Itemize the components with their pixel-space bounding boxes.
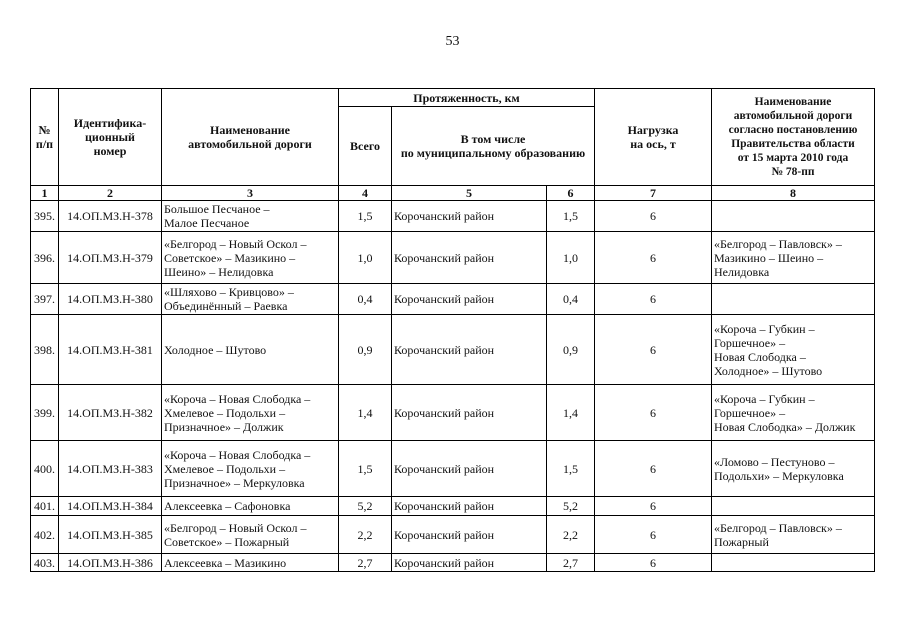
decree-name	[712, 284, 875, 315]
district-length: 0,9	[547, 315, 595, 385]
table-row	[31, 315, 875, 385]
row-number: 395.	[31, 201, 59, 232]
roads-table	[30, 88, 875, 572]
axle-load: 6	[595, 516, 712, 554]
road-name	[162, 441, 339, 497]
table-row	[31, 201, 875, 232]
district-name: Корочанский район	[392, 284, 547, 315]
road-name-line: Призначное» – Меркуловка	[164, 475, 305, 490]
road-name-line: Большое Песчаное –	[164, 202, 270, 216]
decree-name-line: «Белгород – Павловск» –	[714, 520, 842, 535]
road-name-line: Холодное – Шутово	[164, 342, 267, 357]
road-name	[162, 385, 339, 441]
column-number: 2	[59, 186, 162, 201]
axle-load: 6	[595, 284, 712, 315]
row-number: 403.	[31, 554, 59, 572]
row-number: 400.	[31, 441, 59, 497]
column-number: 5	[392, 186, 547, 201]
decree-name-line: «Белгород – Павловск» –	[714, 236, 842, 251]
decree-name	[712, 497, 875, 516]
length-total: 2,7	[339, 554, 392, 572]
decree-name-line: Горшечное» –	[714, 335, 786, 350]
row-number: 396.	[31, 232, 59, 284]
table-row	[31, 497, 875, 516]
decree-name	[712, 441, 875, 497]
road-name	[162, 554, 339, 572]
decree-name-line: Новая Слободка –	[714, 349, 806, 364]
road-name	[162, 516, 339, 554]
road-name-line: Призначное» – Должик	[164, 419, 284, 434]
road-id: 14.ОП.МЗ.Н-385	[59, 516, 162, 554]
decree-name-line: «Ломово – Пестуново –	[714, 454, 835, 469]
district-name: Корочанский район	[392, 385, 547, 441]
district-name: Корочанский район	[392, 232, 547, 284]
axle-load: 6	[595, 315, 712, 385]
decree-name	[712, 554, 875, 572]
table-row	[31, 554, 875, 572]
decree-name-line: Горшечное» –	[714, 405, 786, 420]
road-name	[162, 315, 339, 385]
road-name-line: «Белгород – Новый Оскол –	[164, 520, 307, 535]
road-name-line: «Короча – Новая Слободка –	[164, 391, 311, 406]
decree-name	[712, 315, 875, 385]
road-name-line: Хмелевое – Подольхи –	[164, 405, 286, 420]
axle-load: 6	[595, 554, 712, 572]
table-row	[31, 385, 875, 441]
column-number: 3	[162, 186, 339, 201]
decree-name	[712, 516, 875, 554]
road-name-line: Алексеевка – Сафоновка	[164, 499, 291, 513]
road-id: 14.ОП.МЗ.Н-379	[59, 232, 162, 284]
axle-load: 6	[595, 497, 712, 516]
column-number: 7	[595, 186, 712, 201]
table-row	[31, 441, 875, 497]
district-name: Корочанский район	[392, 201, 547, 232]
district-length: 0,4	[547, 284, 595, 315]
header-id: Идентифика- ционный номер	[59, 89, 162, 186]
decree-name-line: Холодное» – Шутово	[714, 363, 823, 378]
header-municipal: В том числе по муниципальному образованию	[392, 107, 595, 186]
row-number: 401.	[31, 497, 59, 516]
column-numbers-row	[31, 186, 875, 201]
axle-load: 6	[595, 232, 712, 284]
district-length: 1,5	[547, 201, 595, 232]
road-name-line: Алексеевка – Мазикино	[164, 555, 287, 570]
row-number: 398.	[31, 315, 59, 385]
district-name: Корочанский район	[392, 516, 547, 554]
road-id: 14.ОП.МЗ.Н-386	[59, 554, 162, 572]
column-number: 4	[339, 186, 392, 201]
page-number: 53	[445, 34, 460, 49]
district-name: Корочанский район	[392, 441, 547, 497]
road-name	[162, 201, 339, 232]
header-load: Нагрузка на ось, т	[595, 89, 712, 186]
length-total: 1,4	[339, 385, 392, 441]
road-name-line: «Шляхово – Кривцово» –	[164, 285, 294, 299]
decree-name-line: «Короча – Губкин –	[714, 391, 815, 406]
decree-name-line: Подольхи» – Меркуловка	[714, 468, 844, 483]
table-body	[31, 201, 875, 572]
decree-name-line: Мазикино – Шеино –	[714, 250, 824, 265]
district-name: Корочанский район	[392, 554, 547, 572]
road-id: 14.ОП.МЗ.Н-382	[59, 385, 162, 441]
length-total: 1,5	[339, 201, 392, 232]
district-length: 1,5	[547, 441, 595, 497]
road-name-line: Малое Песчаное	[164, 216, 250, 230]
table-row	[31, 232, 875, 284]
length-total: 2,2	[339, 516, 392, 554]
road-id: 14.ОП.МЗ.Н-381	[59, 315, 162, 385]
table-row	[31, 516, 875, 554]
district-length: 2,7	[547, 554, 595, 572]
row-number: 397.	[31, 284, 59, 315]
row-number: 399.	[31, 385, 59, 441]
road-name-line: «Белгород – Новый Оскол –	[164, 236, 307, 251]
district-length: 5,2	[547, 497, 595, 516]
district-name: Корочанский район	[392, 315, 547, 385]
length-total: 0,9	[339, 315, 392, 385]
column-number: 1	[31, 186, 59, 201]
district-name: Корочанский район	[392, 497, 547, 516]
column-number: 8	[712, 186, 875, 201]
length-total: 1,5	[339, 441, 392, 497]
road-name-line: Объединённый – Раевка	[164, 299, 288, 313]
length-total: 0,4	[339, 284, 392, 315]
road-name-line: Советское» – Пожарный	[164, 534, 290, 549]
decree-name	[712, 385, 875, 441]
road-id: 14.ОП.МЗ.Н-378	[59, 201, 162, 232]
length-total: 1,0	[339, 232, 392, 284]
table-row	[31, 284, 875, 315]
road-id: 14.ОП.МЗ.Н-383	[59, 441, 162, 497]
table-header	[31, 89, 875, 201]
road-name	[162, 497, 339, 516]
road-name	[162, 232, 339, 284]
district-length: 1,4	[547, 385, 595, 441]
decree-name	[712, 232, 875, 284]
road-name-line: Шеино» – Нелидовка	[164, 264, 274, 279]
header-decree: Наименование автомобильной дороги согласно постановлению Правительства области от 15 марта 2010 года № 78-пп	[712, 89, 875, 186]
road-name-line: «Короча – Новая Слободка –	[164, 447, 311, 462]
road-id: 14.ОП.МЗ.Н-380	[59, 284, 162, 315]
road-name-line: Советское» – Мазикино –	[164, 250, 296, 265]
axle-load: 6	[595, 385, 712, 441]
axle-load: 6	[595, 441, 712, 497]
header-num: № п/п	[31, 89, 59, 186]
road-name-line: Хмелевое – Подольхи –	[164, 461, 286, 476]
axle-load: 6	[595, 201, 712, 232]
decree-name-line: Нелидовка	[714, 264, 770, 279]
column-number: 6	[547, 186, 595, 201]
decree-name	[712, 201, 875, 232]
header-name: Наименование автомобильной дороги	[162, 89, 339, 186]
length-total: 5,2	[339, 497, 392, 516]
decree-name-line: «Короча – Губкин –	[714, 321, 815, 336]
district-length: 1,0	[547, 232, 595, 284]
header-total: Всего	[339, 107, 392, 186]
decree-name-line: Пожарный	[714, 534, 769, 549]
district-length: 2,2	[547, 516, 595, 554]
decree-name-line: Новая Слободка» – Должик	[714, 419, 856, 434]
road-name	[162, 284, 339, 315]
row-number: 402.	[31, 516, 59, 554]
road-id: 14.ОП.МЗ.Н-384	[59, 497, 162, 516]
header-length-group: Протяженность, км	[339, 89, 595, 107]
